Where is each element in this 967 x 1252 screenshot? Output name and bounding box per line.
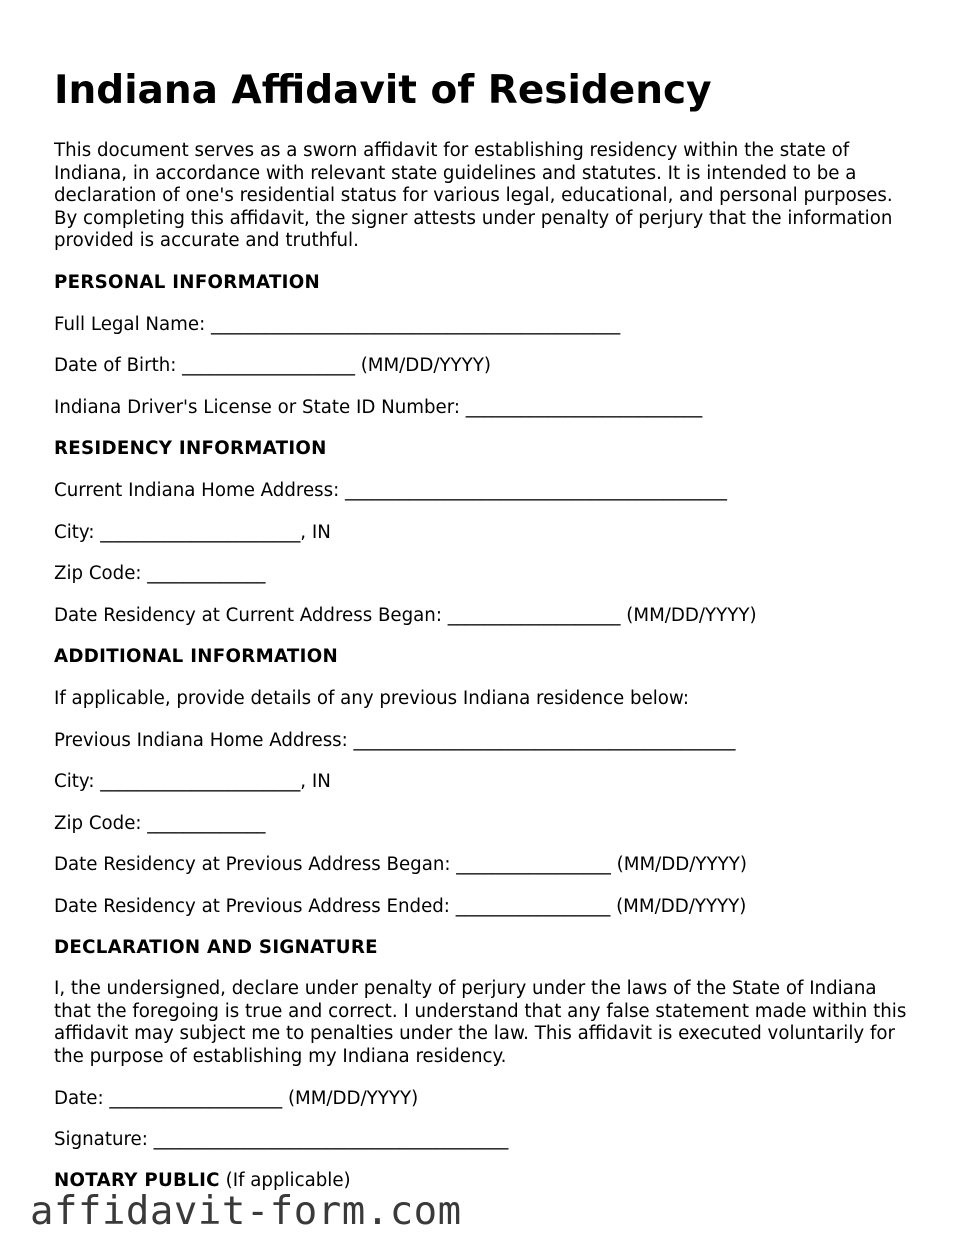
previous-zip-field[interactable]: Zip Code: _____________ [54, 813, 266, 834]
additional-instruction: If applicable, provide details of any previous Indiana residence below: [54, 688, 689, 709]
previous-ended-date-field[interactable]: Date Residency at Previous Address Ended: _________________ (MM/DD/YYYY) [54, 896, 747, 917]
previous-began-date-field[interactable]: Date Residency at Previous Address Began: _________________ (MM/DD/YYYY) [54, 854, 747, 875]
notary-heading: NOTARY PUBLIC [54, 1170, 220, 1191]
notary-note: (If applicable) [219, 1170, 351, 1191]
previous-city-field[interactable]: City: ______________________, IN [54, 771, 331, 792]
signature-field[interactable]: Signature: _______________________________________ [54, 1129, 509, 1150]
previous-address-field[interactable]: Previous Indiana Home Address: __________________________________________ [54, 730, 736, 751]
current-began-date-field[interactable]: Date Residency at Current Address Began: ___________________ (MM/DD/YYYY) [54, 605, 757, 626]
section-heading-personal: PERSONAL INFORMATION [54, 272, 321, 293]
section-heading-residency: RESIDENCY INFORMATION [54, 438, 327, 459]
current-zip-field[interactable]: Zip Code: _____________ [54, 563, 266, 584]
intro-paragraph: This document serves as a sworn affidavit for establishing residency within the state of Indiana, in accordance with relevant state guidelines and statutes. It is intended to be a declaration of one's residential status for various legal, educational, and personal purposes. By completing this affidavit, the signer attests under penalty of perjury that the information provided is accurate and truthful. [54, 140, 893, 252]
current-address-field[interactable]: Current Indiana Home Address: __________________________________________ [54, 480, 727, 501]
date-of-birth-field[interactable]: Date of Birth: ___________________ (MM/DD/YYYY) [54, 355, 491, 376]
current-city-field[interactable]: City: ______________________, IN [54, 522, 331, 543]
section-heading-additional: ADDITIONAL INFORMATION [54, 646, 338, 667]
signature-date-field[interactable]: Date: ___________________ (MM/DD/YYYY) [54, 1088, 419, 1109]
section-heading-declaration: DECLARATION AND SIGNATURE [54, 937, 378, 958]
declaration-paragraph: I, the undersigned, declare under penalty of perjury under the laws of the State of Indiana that the foregoing is true and correct. I understand that any false statement made within this affidavit may subject me to penalties under the law. This affidavit is executed voluntarily for the purpose of establishing my Indiana residency. [54, 978, 907, 1067]
license-number-field[interactable]: Indiana Driver's License or State ID Number: __________________________ [54, 397, 703, 418]
full-legal-name-field[interactable]: Full Legal Name: _____________________________________________ [54, 314, 621, 335]
watermark: affidavit-form.com [30, 1189, 462, 1234]
document-title: Indiana Affidavit of Residency [54, 68, 712, 113]
